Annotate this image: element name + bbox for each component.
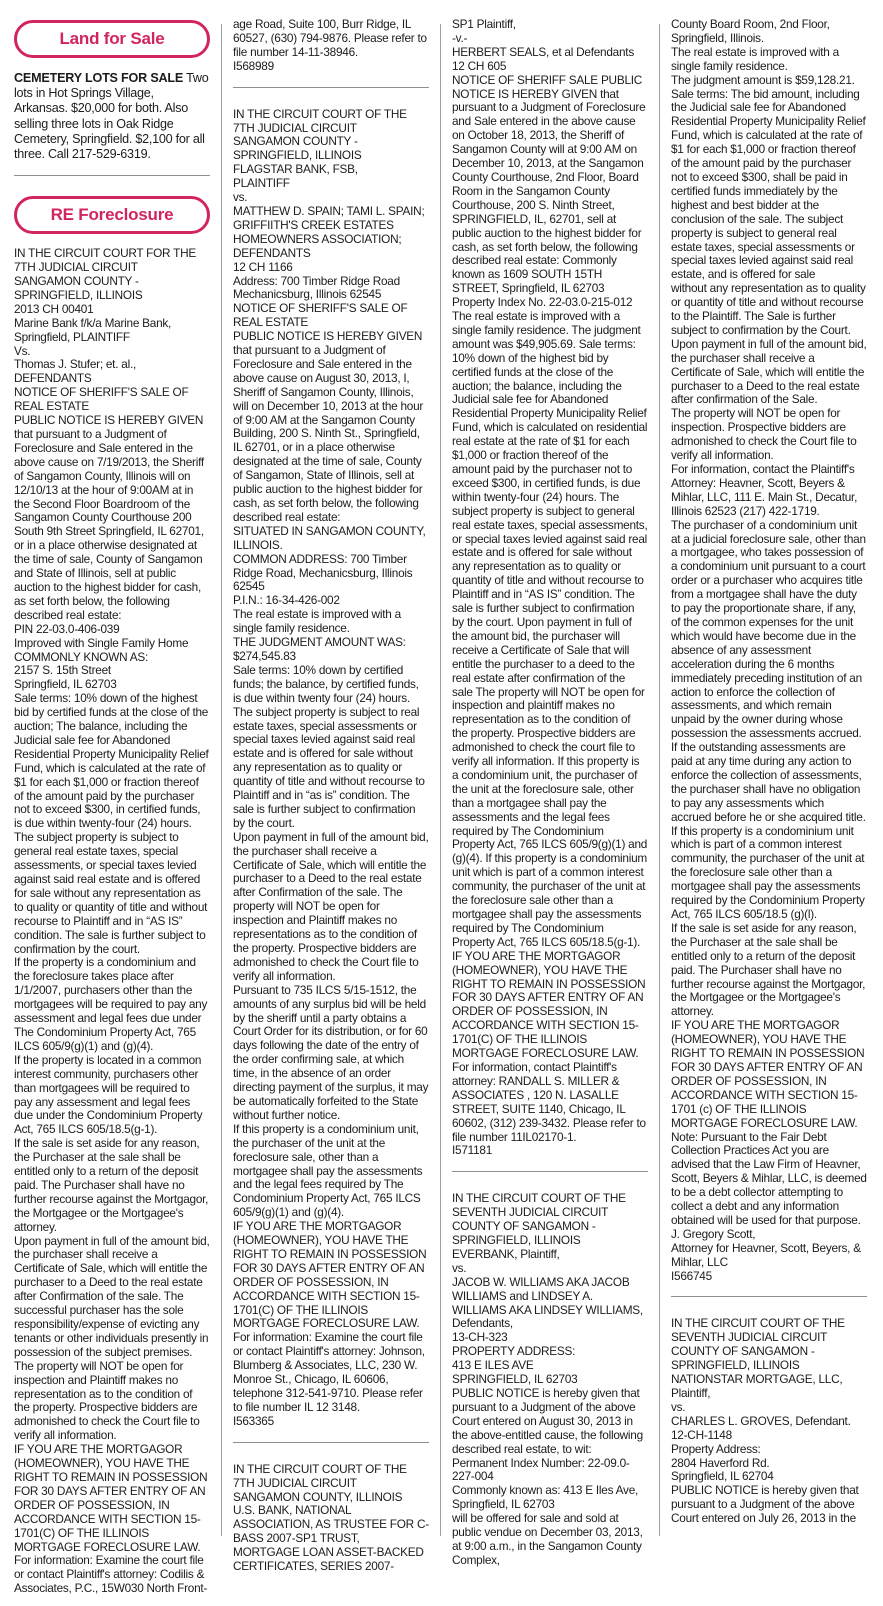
notice-line: Vs.	[14, 343, 31, 358]
legal-notice	[671, 18, 867, 1283]
notice-line: IN THE CIRCUIT COURT OF THE SEVENTH JUDICIAL CIRCUIT	[671, 1316, 845, 1345]
notice-line: EVERBANK, Plaintiff,	[452, 1246, 560, 1261]
notice-line: Upon payment in full of the amount bid, the purchaser shall receive a Certificate of Sale, which will entitle the purchaser to a Deed to the real estate after Confirmation of the sale. The successful purchaser has the sole responsibility/expense of evicting any tenants or other individuals presently in possession of the subject premises.	[14, 1233, 210, 1359]
column-rule	[440, 24, 441, 1536]
notice-line: I568989	[233, 58, 274, 73]
notice-line: I563365	[233, 1413, 274, 1428]
notice-line: The real estate is improved with a single family residence.	[233, 607, 401, 636]
column-3	[452, 18, 648, 1596]
notice-line: IN THE CIRCUIT COURT OF THE 7TH JUDICIAL CIRCUIT	[233, 106, 407, 135]
notice-divider	[14, 175, 210, 176]
notice-line: If the property is a condominium and the foreclosure takes place after 1/1/2007, purchasers other than the mortgagees will be required to pay any assessment and legal fees due under The Condominium Property Act, 765 ILCS 605/9(g)(1) and (g)(4).	[14, 955, 208, 1053]
notice-line: DEFENDANTS	[233, 245, 311, 260]
notice-line: IF YOU ARE THE MORTGAGOR (HOMEOWNER), YOU HAVE THE RIGHT TO REMAIN IN POSSESSION FOR 30 DAYS AFTER ENTRY OF AN ORDER OF POSSESSION, IN ACCORDANCE WITH SECTION 15-1701(C) OF THE ILLINOIS MORTGAGE FORECLOSURE LAW.	[14, 1442, 208, 1554]
legal-notice	[233, 1463, 429, 1574]
notice-line: If the sale is set aside for any reason, the Purchaser at the sale shall be entitled only to a return of the deposit paid. The Purchaser shall have no further recourse against the Mortgagor, the Mortgagee or the Mortgagee's attorney.	[671, 920, 866, 1019]
notice-line: Improved with Single Family Home	[14, 635, 189, 650]
notice-line: Commonly known as: 413 E Iles Ave, Springfield, IL 62703	[452, 1483, 639, 1512]
legal-notice	[14, 247, 210, 1596]
notice-line: COMMON ADDRESS: 700 Timber Ridge Road, Mechanicsburg, Illinois 62545	[233, 551, 413, 594]
columns	[14, 18, 867, 1596]
notice-line: IF YOU ARE THE MORTGAGOR (HOMEOWNER), YOU HAVE THE RIGHT TO REMAIN IN POSSESSION FOR 30 DAYS AFTER ENTRY OF AN ORDER OF POSSESSION, IN ACCORDANCE WITH SECTION 15-1701(C) OF THE ILLINOIS MORTGAGE FORECLOSURE LAW.	[233, 1219, 427, 1331]
notice-divider	[671, 1296, 867, 1297]
notice-line: PUBLIC NOTICE IS HEREBY GIVEN that pursuant to a Judgment of Foreclosure and Sale entered in the above cause on August 30, 2013, I, Sheriff of Sangamon County, Illinois, will on December 10, 2013 at the hour of 9:00 AM at the Sangamon County Building, 200 S. Ninth St., Springfield, IL 62701, or in a place otherwise designated at the time of sale, County of Sangamon, State of Illinois, sell at public auction to the highest bidder for cash, as set forth below, the following described real estate:	[233, 329, 424, 524]
notice-line: THE JUDGMENT AMOUNT WAS: $274,545.83	[233, 635, 406, 663]
notice-divider	[452, 1171, 648, 1172]
notice-line: PUBLIC NOTICE IS HEREBY GIVEN that pursuant to a Judgment of Foreclosure and Sale entered in the above cause on 7/19/2013, the Sheriff of Sangamon County, Illinois will on 12/10/13 at the hour of 9:00AM at in the Second Floor Boardroom of the Sangamon County Courthouse 200 South 9th Street Springfield, IL 62701, or in a place otherwise designated at the time of sale, County of Sangamon and State of Illinois, sell at public auction to the highest bidder for cash, as set forth below, the following described real estate:	[14, 413, 204, 622]
notice-line: NOTICE OF SHERIFF SALE PUBLIC NOTICE IS HEREBY GIVEN that pursuant to a Judgment of Foreclosure and Sale entered in the above cause on October 18, 2013, the Sheriff of Sangamon County will at 9:00 AM on December 10, 2013, at the Sangamon County Courthouse, 2nd Floor, Board Room in the Sangamon County Courthouse, 200 S. Ninth Street, SPRINGFIELD, IL, 62701, sell at public auction to the highest bidder for cash, as set forth below, the following described real estate: Commonly known as 1609 SOUTH 15TH STREET, Springfield, IL 62703 Property Index No. 22-03.0-215-012 The real estate is improved with a single family residence. The judgment amount was $49,905.69. Sale terms: 10% down of the highest bid by certified funds at the close of the auction; the balance, including the Judicial sale fee for Abandoned Residential Property Municipality Relief Fund, which is calculated on residential real estate at the rate of $1 for each $1,000 or fraction thereof of the amount paid by the purchaser not to exceed $300, in certified funds, is due within twenty-four (24) hours. The subject property is subject to general real estate taxes, special assessments, or special taxes levied against said real estate and is offered for sale without any representation as to quality or quantity of title and without recourse to Plaintiff and in “AS IS” condition. The sale is further subject to confirmation by the court. Upon payment in full of the amount bid, the purchaser will receive a Certificate of Sale that will entitle the purchaser to a deed to the real estate after confirmation of the sale The property will NOT be open for inspection and plaintiff makes no representation as to the condition of the property. Prospective bidders are admonished to check the court file to verify all information. If this property is a condominium unit, the purchaser of the unit at the foreclosure sale, other than a mortgagee shall pay the assessments and the legal fees required by The Condominium Property Act, 765 ILCS 605/9(g)(1) and (g)(4). If this property is a condominium unit which is part of a common interest community, the purchaser of the unit at the foreclosure sale other than a mortgagee shall pay the assessments required by The Condominium Property Act, 765 ILCS 605/18.5(g-1). IF YOU ARE THE MORTGAGOR (HOMEOWNER), YOU HAVE THE RIGHT TO REMAIN IN POSSESSION FOR 30 DAYS AFTER ENTRY OF AN ORDER OF POSSESSION, IN ACCORDANCE WITH SECTION 15-1701(C) OF THE ILLINOIS MORTGAGE FORECLOSURE LAW. For information, contact Plaintiff's attorney: RANDALL S. MILLER & ASSOCIATES , 120 N. LASALLE STREET, SUITE 1140, Chicago, IL 60602, (312) 239-3432. Please refer to file number 11IL02170-1.	[452, 72, 648, 1144]
notice-line: P.I.N.: 16-34-426-002	[233, 593, 340, 608]
notice-line: NOTICE OF SHERIFF'S SALE OF REAL ESTATE	[14, 385, 189, 414]
notice-line: For information: Examine the court file or contact Plaintiff's attorney: Codilis & Associates, P.C., 15W030 North Front-	[14, 1553, 208, 1596]
notice-line: PLAINTIFF	[233, 176, 290, 191]
notice-line: Note: Pursuant to the Fair Debt Collection Practices Act you are advised that the Law Firm of Heavner, Scott, Beyers & Mihlar, LLC, is deemed to be a debt collector attempting to collect a debt and any information obtained will be used for that purpose.	[671, 1129, 867, 1227]
notice-line: HERBERT SEALS, et al Defendants	[452, 44, 634, 59]
notice-line: Springfield, IL 62704	[671, 1469, 774, 1484]
notice-line: If this property is a condominium unit, the purchaser of the unit at the foreclosure sale, other than a mortgagee shall pay the assessments and the legal fees required by The Condominium Property Act, 765 ILCS 605/9(g)(1) and (g)(4).	[233, 1121, 423, 1220]
notice-divider	[233, 87, 429, 88]
notice-line: For information: Examine the court file or contact Plaintiff's attorney: Johnson, Blumberg & Associates, LLC, 230 W. Monroe St., Chicago, IL 60606, telephone 312-541-9710. Please refer to file number IL 12 3148.	[233, 1330, 425, 1414]
notice-line: PROPERTY ADDRESS:	[452, 1344, 576, 1359]
notice-line: J. Gregory Scott,	[671, 1226, 756, 1241]
notice-line: Sale terms: The bid amount, including the Judicial sale fee for Abandoned Residential Property Municipality Relief Fund, which is calculated at the rate of $1 for each $1,000 or fraction thereof of the amount paid by the purchaser not to exceed $300, shall be paid in certified funds immediately by the highest and best bidder at the conclusion of the sale. The subject property is subject to general real estate taxes, special assessments or special taxes levied against said real estate, and is offered for sale	[671, 86, 866, 282]
column-2	[233, 18, 429, 1596]
legal-notice	[671, 1317, 867, 1526]
notice-line: SANGAMON COUNTY - SPRINGFIELD, ILLINOIS	[14, 274, 143, 302]
notice-line: age Road, Suite 100, Burr Ridge, IL 60527, (630) 794-9876. Please refer to file number 14-11-38946.	[233, 17, 427, 59]
legal-notice	[452, 1192, 648, 1567]
notice-line: IN THE CIRCUIT COURT FOR THE 7TH JUDICIAL CIRCUIT	[14, 246, 196, 275]
notice-line: I566745	[671, 1268, 712, 1283]
notice-line: COUNTY OF SANGAMON - SPRINGFIELD, ILLINOIS	[671, 1344, 815, 1373]
notice-line: MATTHEW D. SPAIN; TAMI L. SPAIN; GRIFFIITH'S CREEK ESTATES HOMEOWNERS ASSOCIATION;	[233, 203, 425, 246]
notice-line: 413 E ILES AVE	[452, 1358, 534, 1373]
notice-line: PUBLIC NOTICE is hereby given that pursuant to a Judgment of the above Court entered on July 26, 2013 in the	[671, 1483, 859, 1526]
notice-line: PIN 22-03.0-406-039	[14, 621, 120, 636]
classified-ad: CEMETERY LOTS FOR SALE Two lots in Hot Springs Village, Arkansas. $20,000 for both. Also selling three lots in Oak Ridge Cemetery, Springfield. $2,100 for all three. Call 217-529-6319.	[14, 71, 209, 162]
notice-line: SP1 Plaintiff,	[452, 17, 516, 31]
notice-line: I571181	[452, 1143, 493, 1158]
notice-line: County Board Room, 2nd Floor, Springfield, Illinois.	[671, 17, 830, 45]
notice-line: The property will NOT be open for inspection and Plaintiff makes no representation as to the condition of the property. Prospective bidders are admonished to check the Court file to verify all information.	[14, 1358, 200, 1443]
notice-line: IN THE CIRCUIT COURT OF THE 7TH JUDICIAL CIRCUIT	[233, 1461, 407, 1490]
notice-line: 13-CH-323	[452, 1330, 508, 1345]
notice-line: If the sale is set aside for any reason, the Purchaser at the sale shall be entitled only to a return of the deposit paid. The Purchaser shall have no further recourse against the Mortgagor, the Mortgagee or the Mortgagee's attorney.	[14, 1136, 209, 1234]
category-badge: Land for Sale	[14, 20, 210, 58]
notice-line: FLAGSTAR BANK, FSB,	[233, 162, 358, 177]
legal-notice	[233, 108, 429, 1429]
notice-line: NATIONSTAR MORTGAGE, LLC, Plaintiff,	[671, 1372, 843, 1400]
ad-lead: CEMETERY LOTS FOR SALE	[14, 71, 184, 85]
notice-line: IF YOU ARE THE MORTGAGOR (HOMEOWNER), YOU HAVE THE RIGHT TO REMAIN IN POSSESSION FOR 30 DAYS AFTER ENTRY OF AN ORDER OF POSSESSION, IN ACCORDANCE WITH SECTION 15-1701 (c) OF THE ILLINOIS MORTGAGE FORECLOSURE LAW.	[671, 1018, 865, 1130]
notice-line: The judgment amount is $59,128.21.	[671, 72, 855, 87]
column-4	[671, 18, 867, 1596]
notice-line: vs.	[233, 190, 248, 205]
notice-line: vs.	[671, 1399, 686, 1414]
column-rule	[659, 24, 660, 1536]
notice-line: PUBLIC NOTICE is hereby given that pursuant to a Judgment of the above Court entered on August 30, 2013 in the above-entitled cause, the following described real estate, to wit:	[452, 1386, 643, 1456]
notice-line: 2157 S. 15th Street	[14, 663, 111, 678]
notice-line: 2804 Haverford Rd.	[671, 1455, 770, 1470]
notice-line: The real estate is improved with a single family residence.	[671, 44, 839, 73]
notice-line: If the property is located in a common interest community, purchasers other than mortgagees will be required to pay any assessment and legal fees due under the Condominium Property Act, 765 ILCS 605/18.5(g-1).	[14, 1052, 203, 1137]
notice-line: COMMONLY KNOWN AS:	[14, 649, 149, 664]
notice-line: Thomas J. Stufer; et. al., DEFENDANTS	[14, 357, 137, 386]
notice-line: Upon payment in full of the amount bid, the purchaser shall receive a Certificate of Sale, which will entitle the purchaser to a Deed to the real estate after Confirmation of the sale. The property will NOT be open for inspection and Plaintiff makes no representations as to the condition of the property. Prospective bidders are admonished to check the Court file to verify all information.	[233, 829, 429, 983]
notice-divider	[233, 1442, 429, 1443]
notice-line: Permanent Index Number: 22-09.0-227-004	[452, 1455, 630, 1484]
notice-line: SANGAMON COUNTY, ILLINOIS	[233, 1489, 403, 1504]
notice-line: COUNTY OF SANGAMON - SPRINGFIELD, ILLINOIS	[452, 1219, 596, 1248]
notice-line: 12 CH 605	[452, 58, 507, 73]
notice-line: Sale terms: 10% down by certified funds; the balance, by certified funds, is due within twenty four (24) hours. The subject property is subject to real estate taxes, special assessments or special taxes levied against said real estate and is offered for sale without any representation as to quality or quantity of title and without recourse to Plaintiff and in “as is” condition. The sale is further subject to confirmation by the court.	[233, 662, 425, 830]
column-rule	[221, 24, 222, 1536]
notice-line: without any representation as to quality or quantity of title and without recourse to the Plaintiff. The Sale is further subject to confirmation by the Court.	[671, 281, 866, 337]
column-1	[14, 18, 210, 1596]
notice-line: JACOB W. WILLIAMS AKA JACOB WILLIAMS and LINDSEY A. WILLIAMS AKA LINDSEY WILLIAMS, Defendants,	[452, 1274, 643, 1331]
notice-line: Sale terms: 10% down of the highest bid by certified funds at the close of the auction; The balance, including the Judicial sale fee for Abandoned Residential Property Municipality Relief Fund, which is calculated at the rate of $1 for each $1,000 or fraction thereof of the amount paid by the purchaser not to exceed $300, in certified funds, is due within twenty-four (24) hours. The subject property is subject to general real estate taxes, special assessments, or special taxes levied against said real estate and is offered for sale without any representation as to quality or quantity of title and without recourse to Plaintiff and in “AS IS” condition. The sale is further subject to confirmation by the court.	[14, 691, 209, 956]
notice-line: IN THE CIRCUIT COURT OF THE SEVENTH JUDICIAL CIRCUIT	[452, 1191, 626, 1220]
category-badge: RE Foreclosure	[14, 196, 210, 234]
notice-line: SANGAMON COUNTY - SPRINGFIELD, ILLINOIS	[233, 134, 362, 163]
notice-line: Springfield, IL 62703	[14, 677, 117, 692]
notice-line: SPRINGFIELD, IL 62703	[452, 1372, 578, 1387]
notice-line: will be offered for sale and sold at public vendue on December 03, 2013, at 9:00 a.m., in the Sangamon County Complex,	[452, 1511, 643, 1567]
notice-line: 12-CH-1148	[671, 1427, 732, 1442]
notice-line: 2013 CH 00401	[14, 301, 94, 316]
notice-line: -v.-	[452, 30, 468, 45]
notice-line: Property Address:	[671, 1441, 761, 1456]
notice-line: Upon payment in full of the amount bid, the purchaser shall receive a Certificate of Sale, which will entitle the purchaser to a Deed to the real estate after confirmation of the Sale.	[671, 336, 867, 407]
legal-notice	[452, 18, 648, 1158]
notice-line: NOTICE OF SHERIFF'S SALE OF REAL ESTATE	[233, 301, 408, 330]
notice-line: For information, contact the Plaintiff's Attorney: Heavner, Scott, Beyers & Mihlar, LLC, 111 E. Main St., Decatur, Illinois 62523 (217) 422-1719.	[671, 462, 858, 518]
notice-line: Address: 700 Timber Ridge Road Mechanicsburg, Illinois 62545	[233, 273, 400, 302]
notice-line: 12 CH 1166	[233, 259, 293, 274]
notice-line: The purchaser of a condominium unit at a judicial foreclosure sale, other than a mortgagee, who takes possession of a condominium unit pursuant to a court order or a purchaser who acquires title from a mortgagee shall have the duty to pay the proportionate share, if any, of the common expenses for the unit which would have become due in the absence of any assessment acceleration during the 6 months immediately preceding institution of an action to enforce the collection of assessments, and which remain unpaid by the owner during whose possession the assessments accrued. If the outstanding assessments are paid at any time during any action to enforce the collection of assessments, the purchaser shall have no obligation to pay any assessments which accrued before he or she acquired title. If this property is a condominium unit which is part of a common interest community, the purchaser of the unit at the foreclosure sale other than a mortgagee shall pay the assessments required by the Condominium Property Act, 765 ILCS 605/18.5 (g)(l).	[671, 517, 866, 921]
notice-line: Pursuant to 735 ILCS 5/15-1512, the amounts of any surplus bid will be held by the sheriff until a party obtains a Court Order for its distribution, or for 60 days following the date of the entry of the order confirming sale, at which time, in the absence of an order directing payment of the surplus, it may be automatically forfeited to the State without further notice.	[233, 982, 429, 1122]
legal-notice	[233, 18, 429, 74]
notice-line: Attorney for Heavner, Scott, Beyers, & Mihlar, LLC	[671, 1240, 861, 1269]
notice-line: SITUATED IN SANGAMON COUNTY, ILLINOIS.	[233, 523, 426, 552]
notice-line: U.S. BANK, NATIONAL ASSOCIATION, AS TRUSTEE FOR C-BASS 2007-SP1 TRUST, MORTGAGE LOAN ASSET-BACKED CERTIFICATES, SERIES 2007-	[233, 1503, 429, 1574]
notice-line: Marine Bank f/k/a Marine Bank, Springfield, PLAINTIFF	[14, 315, 172, 344]
notice-line: The property will NOT be open for inspection. Prospective bidders are admonished to check the Court file to verify all information.	[671, 406, 857, 463]
notice-line: vs.	[452, 1260, 467, 1275]
notice-line: CHARLES L. GROVES, Defendant.	[671, 1413, 851, 1428]
